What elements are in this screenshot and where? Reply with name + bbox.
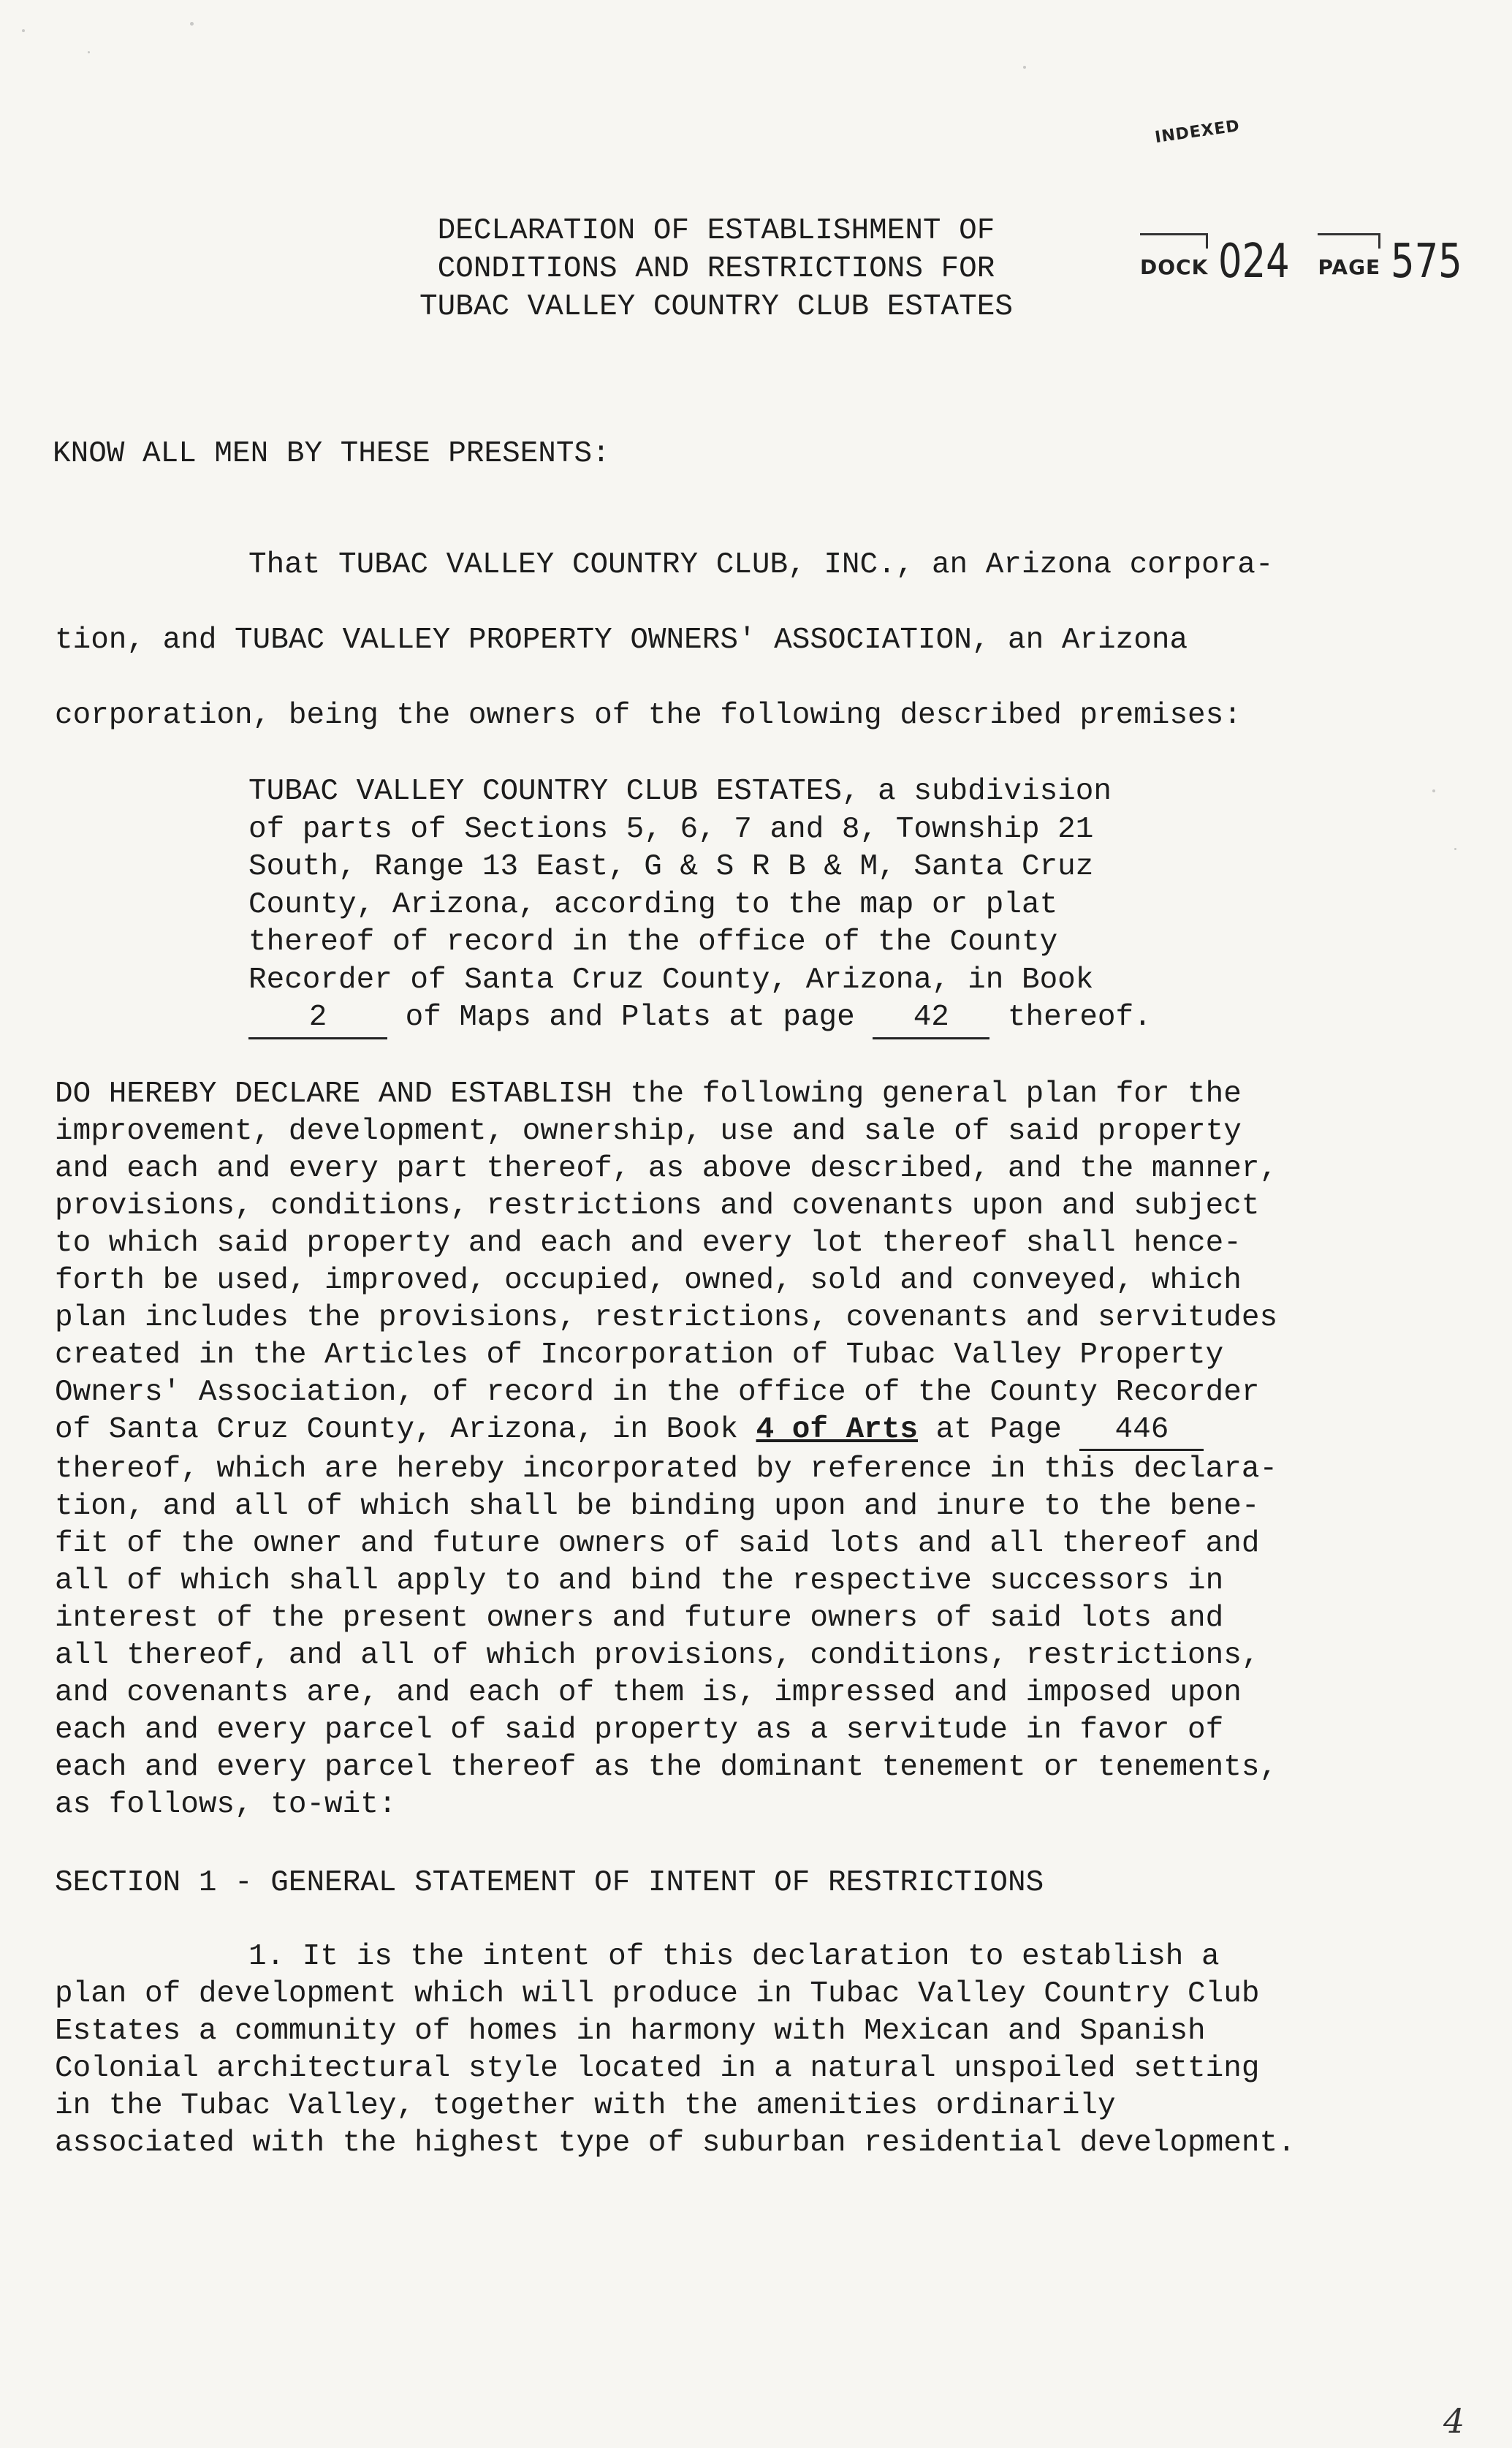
premises-line-3: South, Range 13 East, G & S R B & M, Santa Cruz (248, 850, 1094, 884)
section1-line: in the Tubac Valley, together with the amenities ordinarily (55, 2089, 1116, 2123)
section1-line: Estates a community of homes in harmony with Mexican and Spanish (55, 2015, 1206, 2048)
premises-line-5: thereof of record in the office of the County (248, 925, 1058, 959)
title-line-2: CONDITIONS AND RESTRICTIONS FOR (437, 252, 995, 286)
premises-line-6: Recorder of Santa Cruz County, Arizona, in Book (248, 963, 1094, 997)
intro-line-1: That TUBAC VALLEY COUNTRY CLUB, INC., an Arizona corpora- (248, 548, 1274, 582)
section1-line: associated with the highest type of suburban residential development. (55, 2126, 1296, 2160)
book-number: 024 (1218, 235, 1291, 289)
premises-line-2: of parts of Sections 5, 6, 7 and 8, Township 21 (248, 812, 1094, 846)
section-1-heading: SECTION 1 - GENERAL STATEMENT OF INTENT OF RESTRICTIONS (55, 1866, 1044, 1900)
declare-line-articles-ref (55, 1411, 1429, 1451)
book-label: DOCK (1140, 255, 1208, 285)
declare-line: to which said property and each and every lot thereof shall hence- (55, 1227, 1242, 1260)
declare-line: DO HEREBY DECLARE AND ESTABLISH the following general plan for the (55, 1077, 1242, 1111)
handwritten-page-number: 4 (1443, 2401, 1465, 2441)
section-1-paragraph (55, 1939, 1429, 2162)
declaration-paragraph (55, 1076, 1429, 1824)
declare-line: thereof, which are hereby incorporated by reference in this declara- (55, 1452, 1278, 1486)
declare-line: all of which shall apply to and bind the respective successors in (55, 1564, 1224, 1598)
declare-line: Owners' Association, of record in the office of the County Recorder (55, 1376, 1260, 1409)
page-label: PAGE (1318, 255, 1380, 285)
maps-book-number: 2 (248, 999, 387, 1039)
declare-line: each and every parcel thereof as the dominant tenement or tenements, (55, 1751, 1278, 1784)
declare-line: provisions, conditions, restrictions and covenants upon and subject (55, 1189, 1260, 1223)
premises-mid-text: of Maps and Plats at page (387, 1001, 873, 1034)
articles-page: 446 (1079, 1411, 1204, 1451)
declare-line: interest of the present owners and future owners of said lots and (55, 1602, 1224, 1635)
declare-line: improvement, development, ownership, use and sale of said property (55, 1115, 1242, 1148)
premises-description (248, 773, 1257, 1039)
declare-text: of Santa Cruz County, Arizona, in Book (55, 1413, 756, 1447)
premises-end-text: thereof. (989, 1001, 1152, 1034)
book-page-stamp (1140, 219, 1480, 289)
articles-book: 4 of Arts (756, 1413, 918, 1447)
declare-line: tion, and all of which shall be binding upon and inure to the bene- (55, 1490, 1260, 1523)
premises-line-7 (248, 999, 1257, 1039)
declare-line: fit of the owner and future owners of said lots and all thereof and (55, 1527, 1260, 1561)
intro-line-2: tion, and TUBAC VALLEY PROPERTY OWNERS' ASSOCIATION, an Arizona (55, 624, 1188, 657)
declare-line: created in the Articles of Incorporation of Tubac Valley Property (55, 1338, 1224, 1372)
declare-line: as follows, to-wit: (55, 1788, 397, 1822)
declare-line: and each and every part thereof, as above described, and the manner, (55, 1152, 1278, 1186)
section1-line: Colonial architectural style located in a natural unspoiled setting (55, 2052, 1260, 2085)
declare-line: each and every parcel of said property as a servitude in favor of (55, 1713, 1224, 1747)
title-line-3: TUBAC VALLEY COUNTRY CLUB ESTATES (419, 290, 1013, 324)
know-all-heading: KNOW ALL MEN BY THESE PRESENTS: (53, 437, 610, 471)
declare-line: forth be used, improved, occupied, owned, sold and conveyed, which (55, 1264, 1242, 1297)
declare-line: all thereof, and all of which provisions, conditions, restrictions, (55, 1639, 1260, 1672)
section1-line: plan of development which will produce in Tubac Valley Country Club (55, 1977, 1260, 2011)
maps-page-number: 42 (873, 999, 989, 1039)
declare-text: at Page (918, 1413, 1080, 1447)
premises-line-1: TUBAC VALLEY COUNTRY CLUB ESTATES, a subdivision (248, 775, 1112, 808)
document-title (351, 212, 1082, 326)
indexed-stamp: INDEXED (1153, 116, 1242, 148)
premises-line-4: County, Arizona, according to the map or plat (248, 887, 1058, 922)
section1-line: 1. It is the intent of this declaration to establish a (248, 1940, 1220, 1974)
declare-line: and covenants are, and each of them is, impressed and imposed upon (55, 1676, 1242, 1710)
intro-line-3: corporation, being the owners of the following described premises: (55, 699, 1242, 732)
declare-line: plan includes the provisions, restrictions, covenants and servitudes (55, 1301, 1278, 1335)
title-line-1: DECLARATION OF ESTABLISHMENT OF (437, 214, 995, 248)
page-number-stamp: 575 (1391, 235, 1462, 289)
